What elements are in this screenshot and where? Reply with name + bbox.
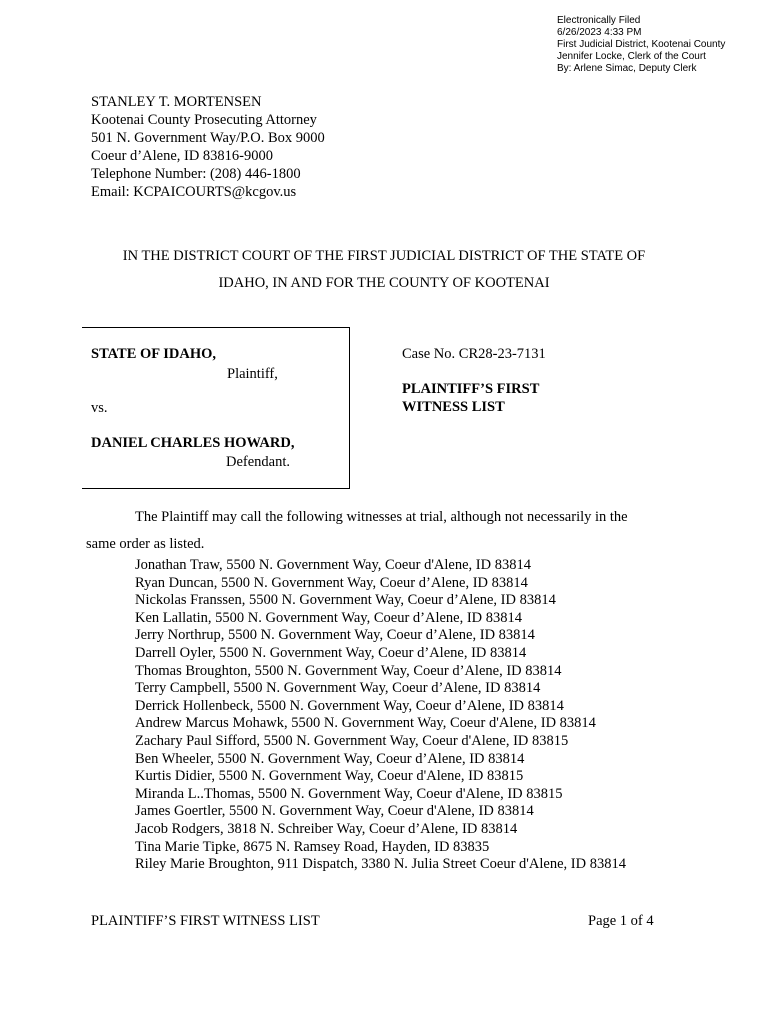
filing-stamp-line: 6/26/2023 4:33 PM (557, 27, 642, 38)
footer-title: PLAINTIFF’S FIRST WITNESS LIST (91, 913, 320, 929)
attorney-name: STANLEY T. MORTENSEN (91, 94, 262, 110)
plaintiff-role: Plaintiff, (227, 366, 278, 382)
witness-item: Tina Marie Tipke, 8675 N. Ramsey Road, Hayden, ID 83835 (135, 838, 490, 855)
defendant-name: DANIEL CHARLES HOWARD, (91, 435, 295, 451)
footer-page-number: Page 1 of 4 (588, 913, 654, 929)
witness-item: Thomas Broughton, 5500 N. Government Way, Coeur d’Alene, ID 83814 (135, 662, 562, 679)
witness-item: Kurtis Didier, 5500 N. Government Way, Coeur d'Alene, ID 83815 (135, 768, 524, 785)
witness-list (135, 557, 626, 874)
witness-item: Jonathan Traw, 5500 N. Government Way, Coeur d'Alene, ID 83814 (135, 557, 531, 573)
attorney-address: 501 N. Government Way/P.O. Box 9000 (91, 130, 325, 146)
filing-stamp-line: By: Arlene Simac, Deputy Clerk (557, 63, 697, 74)
witness-item: James Goertler, 5500 N. Government Way, Coeur d'Alene, ID 83814 (135, 803, 534, 820)
witness-item: Miranda L..Thomas, 5500 N. Government Way, Coeur d'Alene, ID 83815 (135, 785, 563, 802)
attorney-block (91, 93, 325, 201)
witness-item: Riley Marie Broughton, 911 Dispatch, 3380 N. Julia Street Coeur d'Alene, ID 83814 (135, 856, 626, 873)
filing-stamp (557, 15, 725, 75)
intro-line-1: The Plaintiff may call the following witnesses at trial, although not necessarily in the (135, 509, 628, 525)
filing-stamp-line: Jennifer Locke, Clerk of the Court (557, 51, 706, 62)
attorney-email: Email: KCPAICOURTS@kcgov.us (91, 184, 297, 200)
witness-item: Ben Wheeler, 5500 N. Government Way, Coeur d’Alene, ID 83814 (135, 750, 525, 767)
document-title-line-1: PLAINTIFF’S FIRST (402, 381, 540, 397)
witness-item: Nickolas Franssen, 5500 N. Government Way, Coeur d’Alene, ID 83814 (135, 592, 556, 609)
attorney-phone: Telephone Number: (208) 446-1800 (91, 166, 301, 182)
witness-item: Jerry Northrup, 5500 N. Government Way, Coeur d’Alene, ID 83814 (135, 627, 535, 644)
case-number: Case No. CR28-23-7131 (402, 346, 546, 362)
defendant-role: Defendant. (226, 454, 291, 470)
versus-label: vs. (91, 400, 108, 416)
witness-item: Darrell Oyler, 5500 N. Government Way, Coeur d’Alene, ID 83814 (135, 644, 527, 661)
witness-item: Ken Lallatin, 5500 N. Government Way, Coeur d’Alene, ID 83814 (135, 609, 523, 626)
court-title-line-1: IN THE DISTRICT COURT OF THE FIRST JUDICIAL DISTRICT OF THE STATE OF (122, 248, 646, 264)
intro-line-2: same order as listed. (86, 536, 205, 552)
witness-item: Zachary Paul Sifford, 5500 N. Government Way, Coeur d'Alene, ID 83815 (135, 732, 569, 749)
plaintiff-name: STATE OF IDAHO, (91, 346, 217, 362)
witness-item: Terry Campbell, 5500 N. Government Way, Coeur d’Alene, ID 83814 (135, 680, 541, 697)
court-title-line-2: IDAHO, IN AND FOR THE COUNTY OF KOOTENAI (218, 275, 550, 291)
witness-item: Andrew Marcus Mohawk, 5500 N. Government Way, Coeur d'Alene, ID 83814 (135, 715, 596, 732)
witness-item: Ryan Duncan, 5500 N. Government Way, Coeur d’Alene, ID 83814 (135, 574, 528, 591)
witness-item: Jacob Rodgers, 3818 N. Schreiber Way, Coeur d’Alene, ID 83814 (135, 820, 518, 837)
filing-stamp-line: First Judicial District, Kootenai County (557, 39, 726, 50)
attorney-office: Kootenai County Prosecuting Attorney (91, 112, 317, 128)
document-title-line-2: WITNESS LIST (402, 399, 505, 415)
filing-stamp-line: Electronically Filed (557, 15, 641, 26)
witness-item: Derrick Hollenbeck, 5500 N. Government Way, Coeur d’Alene, ID 83814 (135, 697, 564, 714)
attorney-city: Coeur d’Alene, ID 83816-9000 (91, 148, 274, 164)
